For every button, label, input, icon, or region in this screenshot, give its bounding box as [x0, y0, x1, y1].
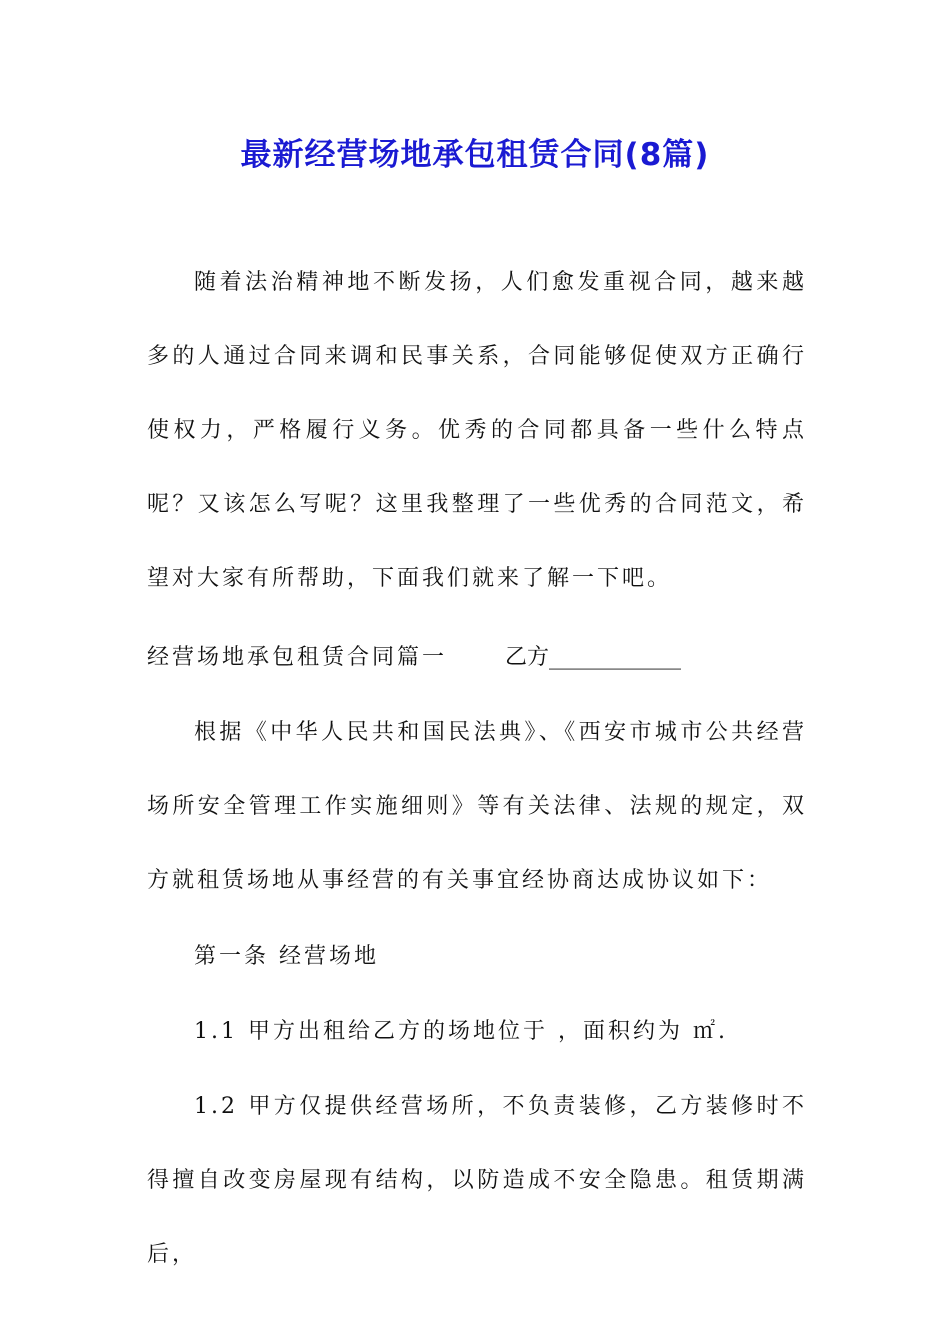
law-basis-paragraph: 根据《中华人民共和国民法典》、《西安市城市公共经营场所安全管理工作实施细则》等有关法律、法规的规定，双方就租赁场地从事经营的有关事宜经协商达成协议如下： — [147, 720, 807, 893]
article-1-title: 第一条 经营场地 — [194, 944, 379, 969]
clause-1-1: 1.1 甲方出租给乙方的场地位于 ，面积约为 ㎡. — [194, 1019, 728, 1044]
section-heading: 经营场地承包租赁合同篇一 — [147, 645, 448, 670]
document-title: 最新经营场地承包租赁合同(8篇) — [240, 137, 710, 173]
section-heading-line — [147, 621, 807, 695]
party-b-field: 乙方____________ — [505, 645, 682, 670]
clause-1-2: 1.2 甲方仅提供经营场所，不负责装修，乙方装修时不得擅自改变房屋现有结构，以防造成不安全隐患。租赁期满后， — [147, 1094, 807, 1267]
intro-paragraph: 随着法治精神地不断发扬，人们愈发重视合同，越来越多的人通过合同来调和民事关系，合同能够促使双方正确行使权力，严格履行义务。优秀的合同都具备一些什么特点呢？又该怎么写呢？这里我整理了一些优秀的合同范文，希望对大家有所帮助，下面我们就来了解一下吧。 — [147, 270, 807, 591]
